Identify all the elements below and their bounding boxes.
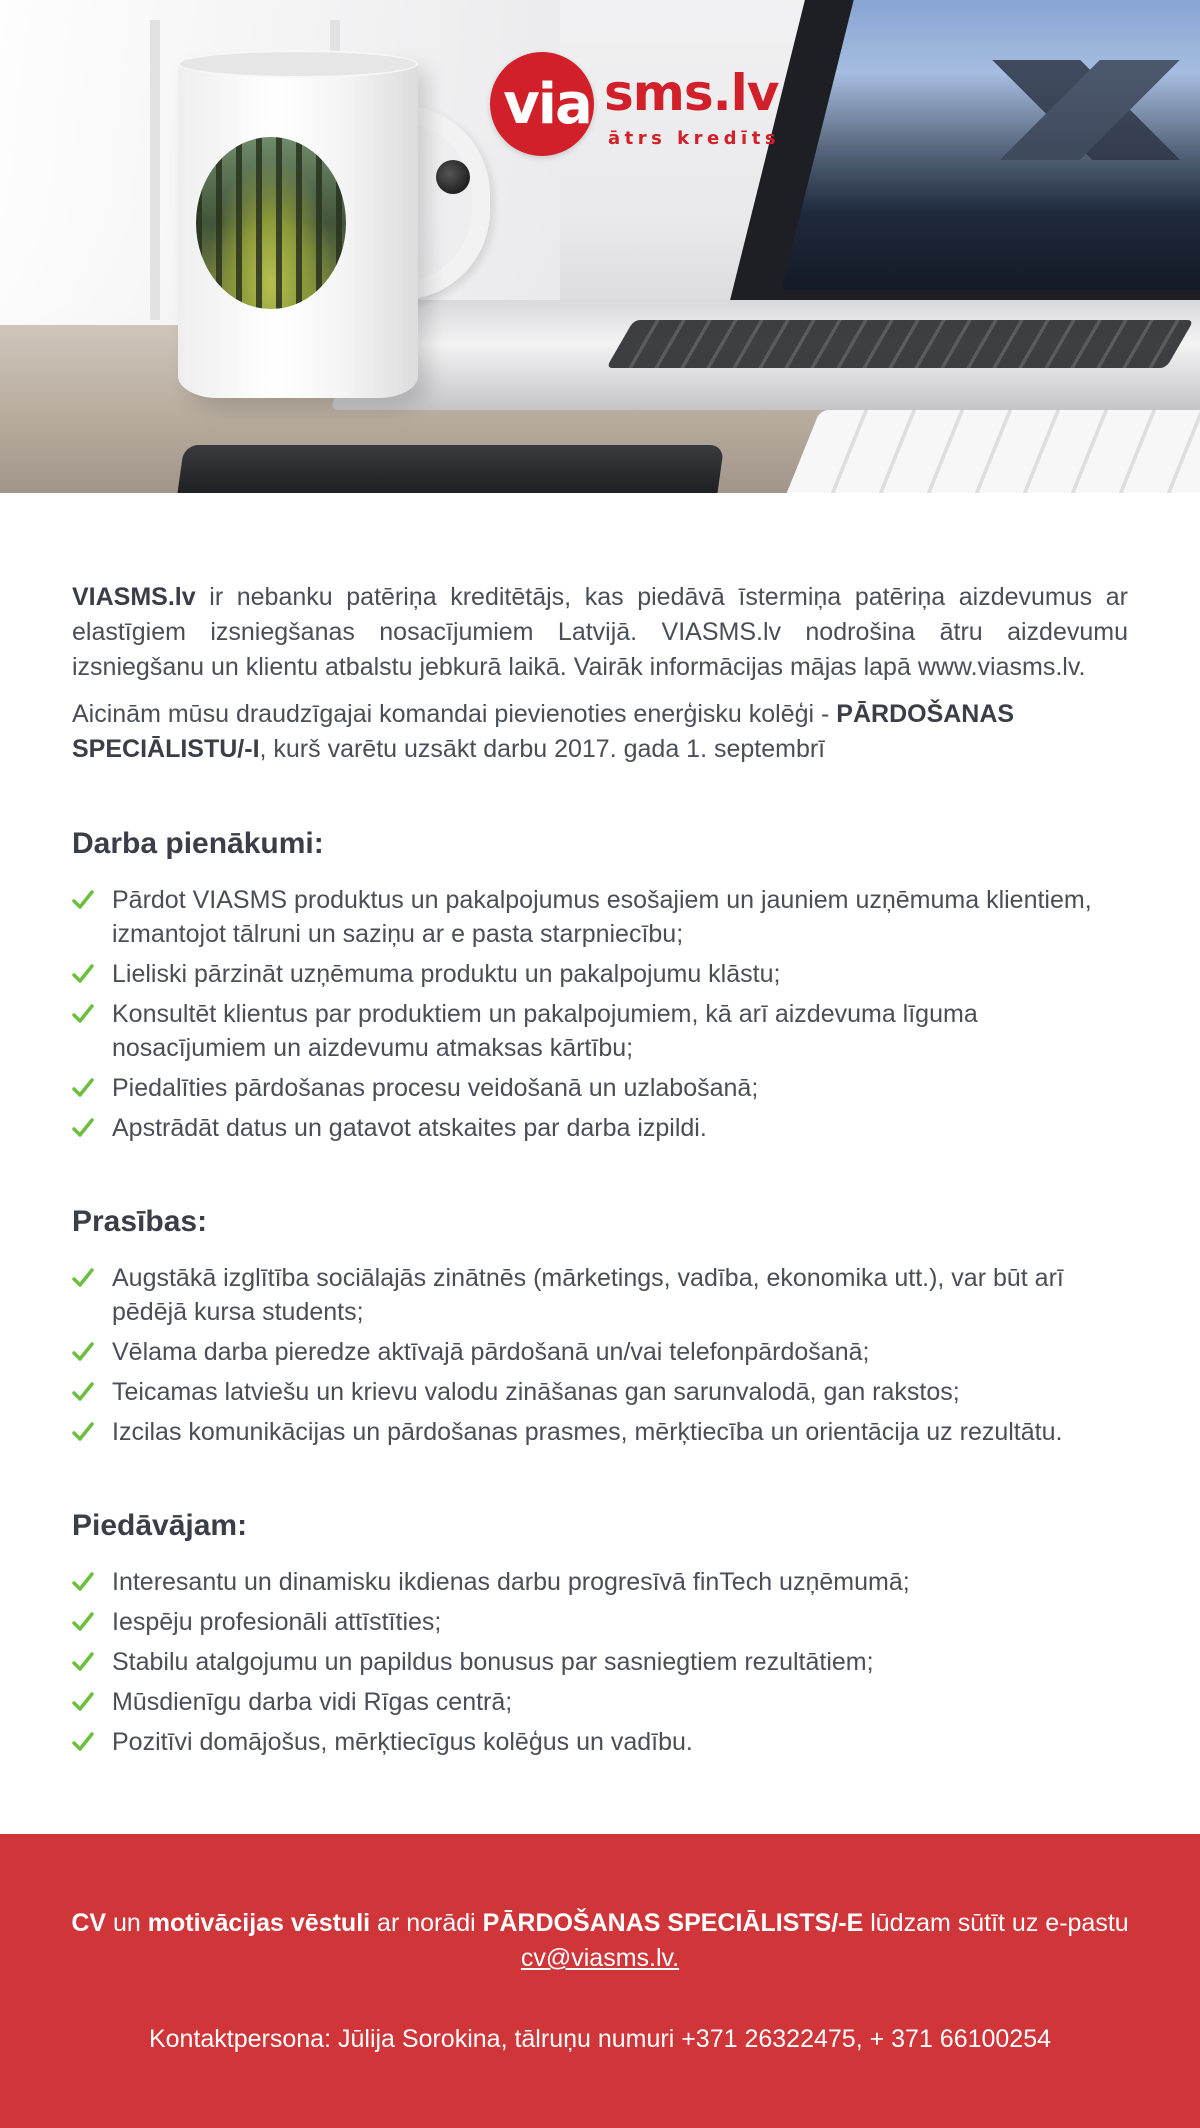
logo-tagline: ātrs kredīts: [608, 128, 781, 149]
laptop-keys: [606, 320, 1194, 368]
check-icon: [72, 1267, 94, 1289]
keyboard: [780, 410, 1200, 493]
viasms-logo[interactable]: [490, 50, 800, 160]
check-icon: [72, 1731, 94, 1753]
apply-position: PĀRDOŠANAS SPECIĀLISTS/-E: [482, 1909, 864, 1937]
list-item-text: Teicamas latviešu un krievu valodu zināšanas gan sarunvalodā, gan rakstos;: [112, 1378, 960, 1406]
list-item: [72, 1725, 1128, 1759]
company-intro-text: ir nebanku patēriņa kreditētājs, kas piedāvā īstermiņa patēriņa aizdevumus ar elastīgiem izsniegšanas nosacījumiem Latvijā. VIASMS.lv nodrošina ātru aizdevumu izsniegšanu un klientu atbalstu jebkurā laikā. Vairāk informācijas mājas lapā www.viasms.lv.: [72, 583, 1128, 681]
check-icon: [72, 1117, 94, 1139]
section-title-offer: Piedāvājam:: [72, 1509, 248, 1542]
apply-text: lūdzam sūtīt uz e-pastu: [863, 1909, 1129, 1937]
duties-list: [72, 883, 1128, 1145]
list-item: [72, 1261, 1128, 1329]
mug-rim: [178, 50, 418, 78]
list-item-text: Pozitīvi domājošus, mērķtiecīgus kolēģus un vadību.: [112, 1728, 693, 1756]
logo-brand-text: sms.lv: [604, 64, 779, 122]
job-invite: [72, 697, 1128, 767]
check-icon: [72, 1003, 94, 1025]
check-icon: [72, 1651, 94, 1673]
list-item: [72, 1565, 1128, 1599]
apply-footer: [0, 1834, 1200, 2128]
list-item: [72, 883, 1128, 951]
mug-forest-print: [196, 137, 346, 309]
list-item-text: Stabilu atalgojumu un papildus bonusus par sasniegtiem rezultātiem;: [112, 1648, 874, 1676]
check-icon: [72, 1341, 94, 1363]
list-item: [72, 1685, 1128, 1719]
contact-person: Kontaktpersona: Jūlija Sorokina, tālruņu numuri +371 26322475, + 371 66100254: [148, 2025, 1052, 2053]
section-title-duties: Darba pienākumi:: [72, 827, 324, 860]
list-item-text: Piedalīties pārdošanas procesu veidošanā un uzlabošanā;: [112, 1074, 759, 1102]
apply-text: un: [106, 1909, 148, 1937]
apply-text: ar norādi: [370, 1909, 483, 1937]
list-item: [72, 1071, 1128, 1105]
list-item: [72, 1335, 1128, 1369]
list-item-text: Augstākā izglītība sociālajās zinātnēs (mārketings, vadība, ekonomika utt.), var būt arī pēdējā kursa students;: [112, 1264, 1064, 1326]
list-item-text: Izcilas komunikācijas un pārdošanas prasmes, mērķtiecība un orientācija uz rezultātu.: [112, 1418, 1063, 1446]
check-icon: [72, 1381, 94, 1403]
list-item: [72, 1375, 1128, 1409]
window-frame: [150, 20, 160, 320]
check-icon: [72, 1421, 94, 1443]
company-name: VIASMS.lv: [72, 583, 196, 611]
list-item: [72, 997, 1128, 1065]
hero-banner: [0, 0, 1200, 493]
company-intro: [72, 580, 1128, 685]
list-item-text: Lieliski pārzināt uzņēmuma produktu un pakalpojumu klāstu;: [112, 960, 781, 988]
list-item-text: Apstrādāt datus un gatavot atskaites par darba izpildi.: [112, 1114, 707, 1142]
invite-suffix: , kurš varētu uzsākt darbu 2017. gada 1. septembrī: [259, 735, 826, 763]
check-icon: [72, 889, 94, 911]
cv-label: CV: [71, 1909, 107, 1937]
motivation-letter-label: motivācijas vēstuli: [147, 1909, 371, 1937]
mountains-wallpaper: [940, 60, 1200, 160]
apply-instructions: [60, 1906, 1140, 1976]
offer-list: [72, 1565, 1128, 1759]
list-item-text: Iespēju profesionāli attīstīties;: [112, 1608, 442, 1636]
check-icon: [72, 963, 94, 985]
list-item: [72, 1645, 1128, 1679]
list-item-text: Interesantu un dinamisku ikdienas darbu progresīvā finTech uzņēmumā;: [112, 1568, 910, 1596]
check-icon: [72, 1077, 94, 1099]
list-item-text: Pārdot VIASMS produktus un pakalpojumus esošajiem un jauniem uzņēmuma klientiem, izmantojot tālruni un saziņu ar e pasta starpniecību;: [112, 886, 1092, 948]
mug-dot: [436, 160, 470, 194]
invite-prefix: Aicinām mūsu draudzīgajai komandai pievienoties enerģisku kolēģi -: [72, 700, 837, 728]
section-title-requirements: Prasības:: [72, 1205, 208, 1238]
list-item: [72, 1605, 1128, 1639]
check-icon: [72, 1571, 94, 1593]
list-item-text: Vēlama darba pieredze aktīvajā pārdošanā un/vai telefonpārdošanā;: [112, 1338, 870, 1366]
list-item: [72, 1415, 1128, 1449]
email-link[interactable]: cv@viasms.lv.: [520, 1944, 680, 1972]
check-icon: [72, 1611, 94, 1633]
job-description: [72, 580, 1128, 1765]
requirements-list: [72, 1261, 1128, 1449]
smartphone: [176, 445, 724, 493]
invite-position: PĀRDOŠANAS SPECIĀLISTU/-I: [72, 700, 1015, 763]
list-item: [72, 957, 1128, 991]
list-item-text: Mūsdienīgu darba vidi Rīgas centrā;: [112, 1688, 513, 1716]
check-icon: [72, 1691, 94, 1713]
list-item-text: Konsultēt klientus par produktiem un pakalpojumiem, kā arī aizdevuma līguma nosacījumiem un aizdevumu atmaksas kārtību;: [112, 1000, 978, 1062]
logo-circle-text: via: [503, 72, 591, 137]
list-item: [72, 1111, 1128, 1145]
